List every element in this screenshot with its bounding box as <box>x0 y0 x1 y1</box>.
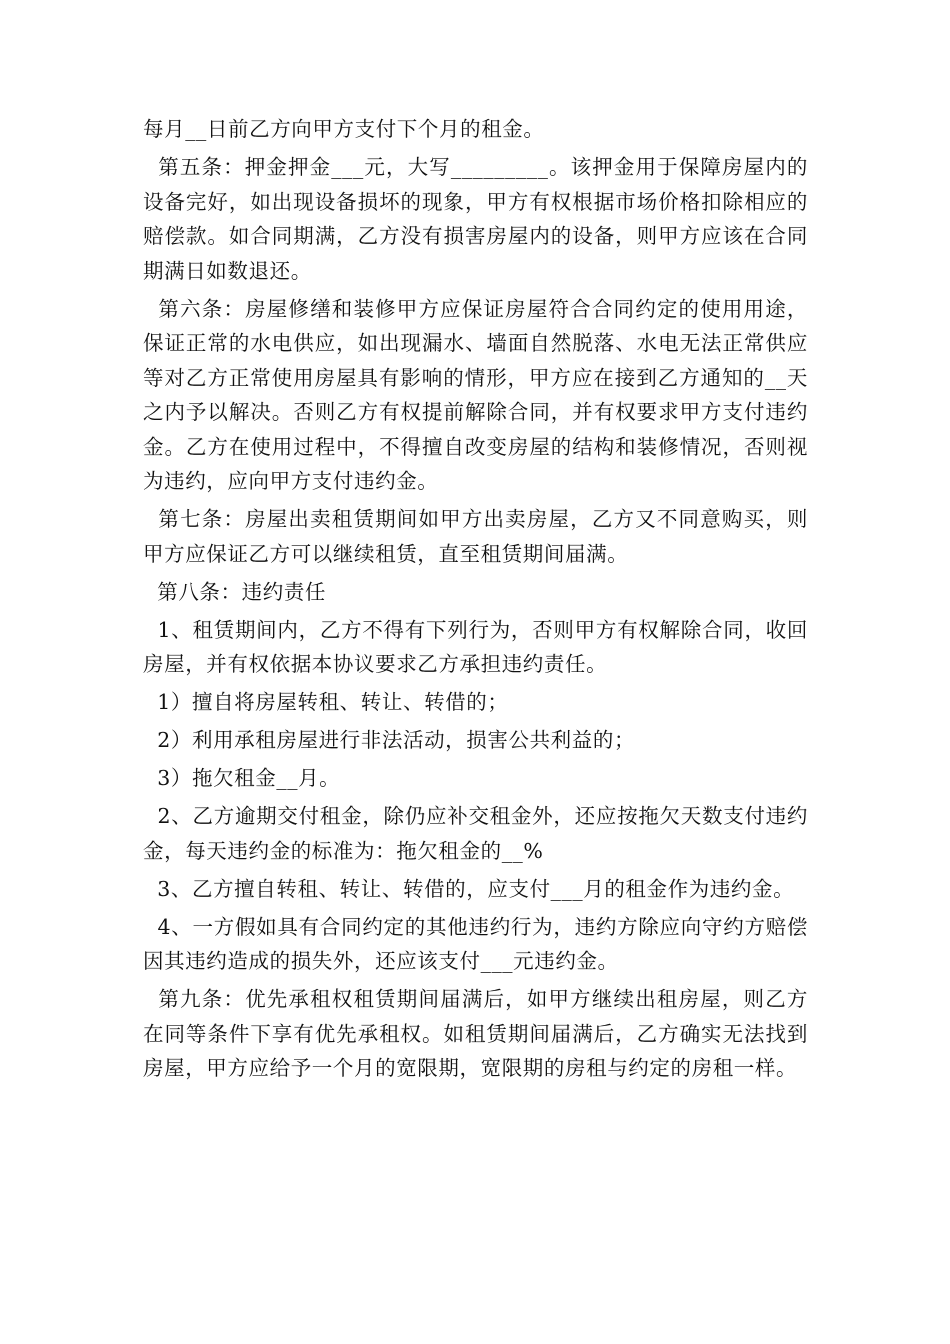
paragraph-article-8-item-1: 1、租赁期间内，乙方不得有下列行为，否则甲方有权解除合同，收回房屋，并有权依据本协议要求乙方承担违约责任。 <box>143 617 809 676</box>
paragraph-article-6-repairs: 第六条：房屋修缮和装修甲方应保证房屋符合合同约定的使用用途，保证正常的水电供应，如出现漏水、墙面自然脱落、水电无法正常供应等对乙方正常使用房屋具有影响的情形，甲方应在接到乙方通知的__天之内予以解决。否则乙方有权提前解除合同，并有权要求甲方支付违约金。乙方在使用过程中，不得擅自改变房屋的结构和装修情况，否则视为违约，应向甲方支付违约金。 <box>143 296 809 493</box>
paragraph-article-8-item-2: 2、乙方逾期交付租金，除仍应补交租金外，还应按拖欠天数支付违约金，每天违约金的标准为：拖欠租金的__% <box>143 804 809 863</box>
paragraph-article-8-subitem-3: 3）拖欠租金__月。 <box>143 766 341 790</box>
paragraph-article-9-priority: 第九条：优先承租权租赁期间届满后，如甲方继续出租房屋，则乙方在同等条件下享有优先承租权。如租赁期间届满后，乙方确实无法找到房屋，甲方应给予一个月的宽限期，宽限期的房租与约定的房租一样。 <box>143 987 809 1080</box>
paragraph-article-8-item-3: 3、乙方擅自转租、转让、转借的，应支付___月的租金作为违约金。 <box>143 876 795 901</box>
paragraph-article-8-subitem-1: 1）擅自将房屋转租、转让、转借的； <box>143 690 509 714</box>
paragraph-article-5-deposit: 第五条：押金押金___元，大写_________。该押金用于保障房屋内的设备完好，如出现设备损坏的现象，甲方有权根据市场价格扣除相应的赔偿款。如合同期满，乙方没有损害房屋内的设备，则甲方应该在合同期满日如数退还。 <box>143 155 809 283</box>
paragraph-article-8-item-4: 4、一方假如具有合同约定的其他违约行为，违约方除应向守约方赔偿因其违约造成的损失外，还应该支付___元违约金。 <box>143 914 809 973</box>
document-page <box>143 112 808 1089</box>
paragraph-article-8-heading: 第八条：违约责任 <box>143 579 327 604</box>
paragraph-rent-payment-date: 每月__日前乙方向甲方支付下个月的租金。 <box>143 117 545 141</box>
paragraph-article-7-sale: 第七条：房屋出卖租赁期间如甲方出卖房屋，乙方又不同意购买，则甲方应保证乙方可以继续租赁，直至租赁期间届满。 <box>143 507 809 566</box>
paragraph-article-8-subitem-2: 2）利用承租房屋进行非法活动，损害公共利益的； <box>143 728 636 752</box>
